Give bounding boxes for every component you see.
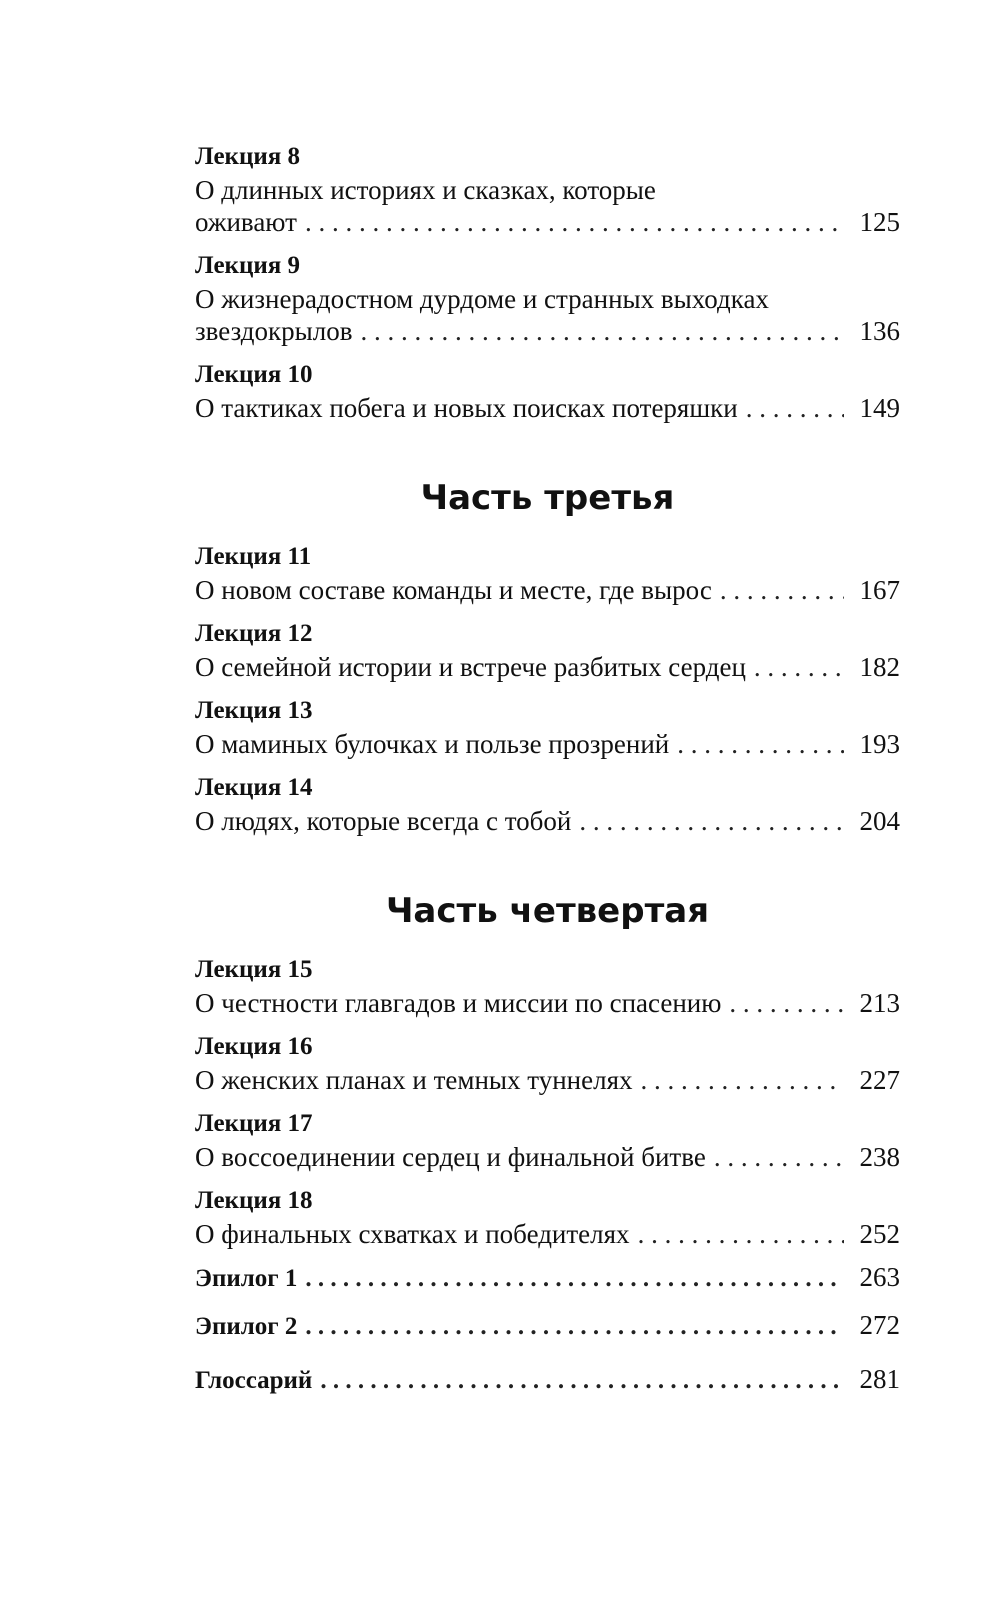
dot-leader	[729, 987, 844, 1019]
epilog-title: Эпилог 2	[195, 1313, 298, 1340]
dot-leader	[360, 315, 844, 347]
lecture-subtitle: О тактиках побега и новых поисках потеряшки	[195, 393, 738, 423]
lecture-title: Лекция 14	[195, 774, 313, 801]
page-number: 272	[859, 1310, 900, 1340]
page-number: 213	[859, 988, 900, 1018]
dot-leader	[579, 805, 844, 837]
page-number: 227	[859, 1065, 900, 1095]
toc-entry-epilog-2[interactable]	[195, 1309, 900, 1343]
lecture-subtitle: О честности главгадов и миссии по спасению	[195, 988, 722, 1018]
page-number: 167	[859, 575, 900, 605]
dot-leader	[714, 1141, 844, 1173]
epilog-title: Эпилог 1	[195, 1265, 298, 1292]
lecture-title: Лекция 8	[195, 143, 301, 170]
page-number: 263	[859, 1262, 900, 1292]
page-number: 182	[859, 652, 900, 682]
lecture-title: Лекция 15	[195, 956, 313, 983]
dot-leader	[720, 574, 844, 606]
lecture-subtitle: О воссоединении сердец и финальной битве	[195, 1142, 706, 1172]
lecture-subtitle: О женских планах и темных туннелях	[195, 1065, 633, 1095]
lecture-subtitle: О семейной истории и встрече разбитых сердец	[195, 652, 746, 682]
part-title: Часть третья	[420, 478, 675, 518]
toc-entry-epilog-1[interactable]	[195, 1261, 900, 1295]
page-number: 281	[859, 1364, 900, 1394]
dot-leader	[641, 1064, 845, 1096]
page-number: 125	[859, 207, 900, 237]
lecture-title: Лекция 17	[195, 1110, 313, 1137]
dot-leader	[746, 392, 844, 424]
lecture-subtitle-line: оживают	[195, 207, 297, 237]
lecture-title: Лекция 10	[195, 361, 313, 388]
toc-entry-lecture-12[interactable]	[195, 617, 900, 683]
dot-leader	[305, 206, 844, 238]
dot-leader	[305, 1263, 844, 1295]
toc-entry-lecture-14[interactable]	[195, 771, 900, 837]
page-number: 136	[859, 316, 900, 346]
toc-entry-lecture-13[interactable]	[195, 694, 900, 760]
dot-leader	[754, 651, 844, 683]
page-number: 204	[859, 806, 900, 836]
page-number: 238	[859, 1142, 900, 1172]
lecture-subtitle: О людях, которые всегда с тобой	[195, 806, 572, 836]
lecture-title: Лекция 11	[195, 543, 312, 570]
lecture-title: Лекция 18	[195, 1187, 313, 1214]
toc-entry-lecture-16[interactable]	[195, 1030, 900, 1096]
lecture-title: Лекция 9	[195, 252, 301, 279]
lecture-title: Лекция 16	[195, 1033, 313, 1060]
lecture-subtitle-line: звездокрылов	[195, 316, 353, 346]
glossary-title: Глоссарий	[195, 1367, 313, 1394]
toc-entry-lecture-10[interactable]	[195, 358, 900, 424]
toc-entry-lecture-15[interactable]	[195, 953, 900, 1019]
part-title: Часть четвертая	[385, 891, 710, 931]
lecture-title: Лекция 13	[195, 697, 313, 724]
table-of-contents	[195, 140, 900, 1411]
toc-entry-lecture-11[interactable]	[195, 540, 900, 606]
lecture-title: Лекция 12	[195, 620, 313, 647]
toc-entry-glossary[interactable]	[195, 1363, 900, 1397]
toc-entry-lecture-17[interactable]	[195, 1107, 900, 1173]
lecture-subtitle: О финальных схватках и победителях	[195, 1219, 630, 1249]
dot-leader	[677, 728, 844, 760]
dot-leader	[305, 1311, 844, 1343]
page-number: 252	[859, 1219, 900, 1249]
lecture-subtitle-line: О жизнерадостном дурдоме и странных выходках	[195, 284, 769, 314]
lecture-subtitle-line: О длинных историях и сказках, которые	[195, 175, 656, 205]
page-number: 149	[859, 393, 900, 423]
lecture-subtitle: О новом составе команды и месте, где вырос	[195, 575, 712, 605]
toc-entry-lecture-8[interactable]	[195, 140, 900, 238]
dot-leader	[320, 1365, 844, 1397]
page-number: 193	[859, 729, 900, 759]
dot-leader	[638, 1218, 844, 1250]
toc-entry-lecture-9[interactable]	[195, 249, 900, 347]
toc-entry-lecture-18[interactable]	[195, 1184, 900, 1250]
lecture-subtitle: О маминых булочках и пользе прозрений	[195, 729, 670, 759]
